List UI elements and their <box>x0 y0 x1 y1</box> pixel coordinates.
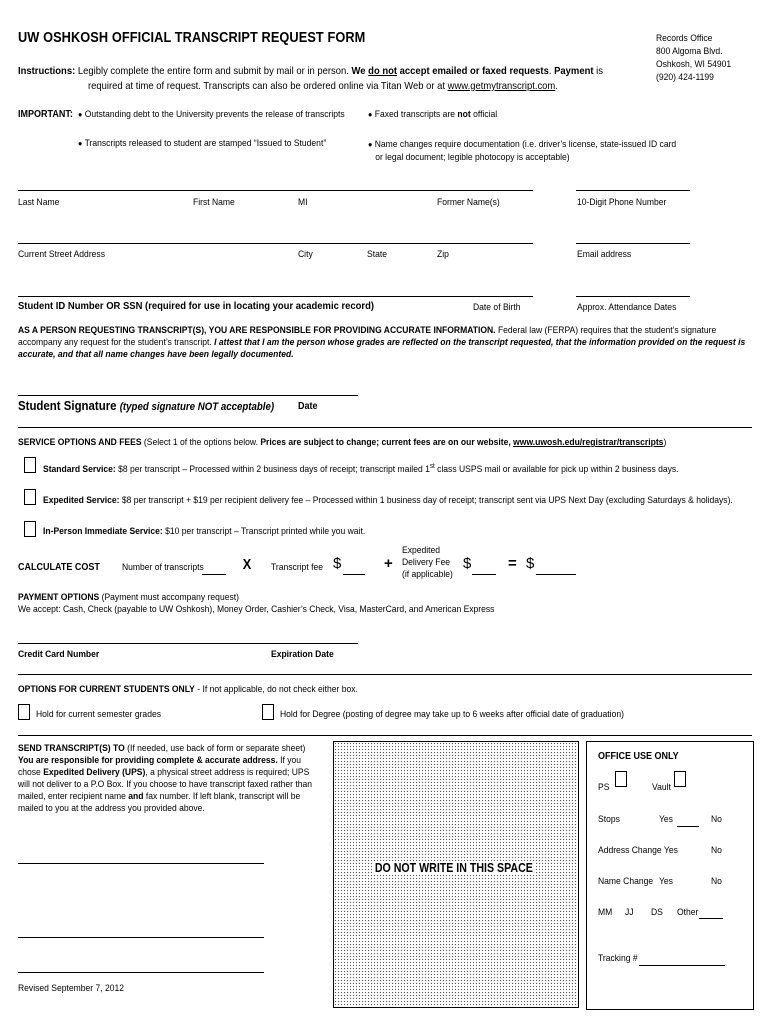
form-title: UW OSHKOSH OFFICIAL TRANSCRIPT REQUEST FORM <box>18 30 366 46</box>
name-line <box>18 190 533 191</box>
office-line: Oshkosh, WI 54901 <box>656 59 732 70</box>
dollar-sign: $ <box>333 555 342 572</box>
do-not-write-label: DO NOT WRITE IN THIS SPACE <box>374 861 533 875</box>
zip-label: Zip <box>437 249 449 260</box>
office-line: Records Office <box>656 33 713 44</box>
important-label: IMPORTANT: <box>18 109 73 120</box>
vault-label: Vault <box>652 782 671 793</box>
hold-semester-checkbox[interactable] <box>18 704 30 720</box>
email-line <box>576 243 690 244</box>
instructions-line2: required at time of request. Transcripts can also be ordered online via Titan Web or at www.getmytranscript.com. <box>88 80 558 92</box>
stops-no: No <box>711 814 722 825</box>
standard-service-option: Standard Service: $8 per transcript – Processed within 2 business days of receipt; transcript mailed 1st class USPS mail or available for pick up within 2 business days. <box>43 463 679 476</box>
vault-checkbox[interactable] <box>674 771 686 787</box>
phone-label: 10-Digit Phone Number <box>577 197 667 208</box>
signature-line <box>18 395 358 396</box>
ps-label: PS <box>598 782 610 793</box>
recipient-address-line[interactable] <box>18 863 264 864</box>
section-divider <box>18 427 752 428</box>
total-cost-input[interactable] <box>536 574 576 575</box>
other-label: Other <box>677 907 699 918</box>
section-divider <box>18 674 752 675</box>
office-use-title: OFFICE USE ONLY <box>598 751 679 762</box>
payment-options: PAYMENT OPTIONS (Payment must accompany request) We accept: Cash, Check (payable to UW Oshkosh), Money Order, Cashier’s Check, Visa, MasterCard, and American Express <box>18 592 495 615</box>
attendance-label: Approx. Attendance Dates <box>577 302 677 313</box>
tracking-label: Tracking # <box>598 953 638 964</box>
in-person-service-option: In-Person Immediate Service: $10 per transcript – Transcript printed while you wait. <box>43 526 366 537</box>
tracking-line[interactable] <box>639 965 725 966</box>
standard-service-checkbox[interactable] <box>24 457 36 473</box>
credit-card-label: Credit Card Number <box>18 649 100 660</box>
expedited-fee-input[interactable] <box>472 574 496 575</box>
responsibility-statement: AS A PERSON REQUESTING TRANSCRIPT(S), YOU ARE RESPONSIBLE FOR PROVIDING ACCURATE INFORMATION. Federal law (FERPA) requires that the student’s signature accompany any request for the student’s transcript. I attest that I am the person whose grades are reflected on the transcript requested, that the information provided on the request is accurate, and that all name changes have been legally documented. <box>18 325 746 360</box>
address-change-no: No <box>711 845 722 856</box>
expedited-fee-label: Expedited Delivery Fee (if applicable) <box>402 545 453 580</box>
recipient-address-line[interactable] <box>18 972 264 973</box>
getmytranscript-link[interactable]: www.getmytranscript.com <box>447 80 556 92</box>
ds-label: DS <box>651 907 663 918</box>
mi-label: MI <box>298 197 308 208</box>
expedited-service-checkbox[interactable] <box>24 489 36 505</box>
signature-date-label: Date <box>298 401 318 412</box>
section-divider <box>18 735 752 736</box>
last-name-label: Last Name <box>18 197 60 208</box>
plus-sign: + <box>384 555 393 572</box>
important-bullet: ● Name changes require documentation (i.e. driver’s license, state-issued ID card or legal document; legible photocopy is acceptable) <box>368 139 677 163</box>
records-office-address <box>656 32 731 84</box>
multiply-sign: X <box>242 556 252 573</box>
expiration-date-label: Expiration Date <box>271 649 334 660</box>
dollar-sign: $ <box>463 555 472 572</box>
jj-label: JJ <box>625 907 634 918</box>
service-heading: SERVICE OPTIONS AND FEES (Select 1 of the options below. Prices are subject to change; current fees are on our website, www.uwosh.edu/registrar/transcripts) <box>18 437 667 448</box>
address-line <box>18 243 533 244</box>
current-students-heading: OPTIONS FOR CURRENT STUDENTS ONLY - If not applicable, do not check either box. <box>18 684 358 695</box>
mm-label: MM <box>598 907 613 918</box>
attendance-line <box>576 296 690 297</box>
student-id-label: Student ID Number OR SSN (required for use in locating your academic record) <box>18 300 375 312</box>
email-label: Email address <box>577 249 632 260</box>
signature-label: Student Signature (typed signature NOT acceptable) <box>18 398 275 413</box>
address-change-label: Address Change Yes <box>598 845 678 856</box>
stops-label: Stops <box>598 814 620 825</box>
hold-semester-label: Hold for current semester grades <box>36 709 161 720</box>
revised-date: Revised September 7, 2012 <box>18 983 125 994</box>
stops-yes-line[interactable] <box>677 826 699 827</box>
state-label: State <box>367 249 387 260</box>
street-label: Current Street Address <box>18 249 105 260</box>
dob-label: Date of Birth <box>473 302 521 313</box>
dollar-sign: $ <box>526 555 535 572</box>
hold-degree-checkbox[interactable] <box>262 704 274 720</box>
registrar-link[interactable]: www.uwosh.edu/registrar/transcripts <box>513 437 664 448</box>
instructions-line1: Instructions: Legibly complete the entire form and submit by mail or in person. We do not accept emailed or faxed requests. Payment is <box>18 65 603 77</box>
transcript-fee-label: Transcript fee <box>271 562 323 573</box>
name-change-label: Name Change <box>598 876 654 887</box>
important-bullet: ● Transcripts released to student are stamped “Issued to Student” <box>78 138 327 149</box>
transcript-fee-input[interactable] <box>343 574 365 575</box>
city-label: City <box>298 249 313 260</box>
name-change-no: No <box>711 876 722 887</box>
hold-degree-label: Hold for Degree (posting of degree may take up to 6 weeks after official date of graduation) <box>280 709 624 720</box>
expedited-service-option: Expedited Service: $8 per transcript + $19 per recipient delivery fee – Processed within 1 business day of receipt; transcript sent via UPS Next Day (excluding Saturdays & holidays). <box>43 495 733 506</box>
number-of-transcripts-input[interactable] <box>202 574 226 575</box>
recipient-address-line[interactable] <box>18 937 264 938</box>
phone-line <box>576 190 690 191</box>
number-of-transcripts-label: Number of transcripts <box>122 562 204 573</box>
in-person-service-checkbox[interactable] <box>24 521 36 537</box>
name-change-yes: Yes <box>659 876 673 887</box>
important-bullet: ● Outstanding debt to the University prevents the release of transcripts <box>78 109 345 120</box>
student-id-line <box>18 296 533 297</box>
former-names-label: Former Name(s) <box>437 197 500 208</box>
ps-checkbox[interactable] <box>615 771 627 787</box>
equals-sign: = <box>508 555 517 572</box>
office-line: 800 Algoma Blvd. <box>656 46 723 57</box>
important-bullet: ● Faxed transcripts are not official <box>368 109 498 120</box>
first-name-label: First Name <box>193 197 235 208</box>
other-line[interactable] <box>699 918 723 919</box>
calculate-cost-label: CALCULATE COST <box>18 562 100 573</box>
stops-yes: Yes <box>659 814 673 825</box>
send-transcripts-instructions: SEND TRANSCRIPT(S) TO (If needed, use back of form or separate sheet) You are responsible for providing complete & accurate address. If you chose Expedited Delivery (UPS), a physical street address is required; UPS will not deliver to a P.O Box. If you choose to have transcript faxed rather than mailed, enter recipient name and fax number. If left blank, transcript will be mailed to you at the address you provided above. <box>18 743 313 814</box>
credit-card-line[interactable] <box>18 643 358 644</box>
office-line: (920) 424-1199 <box>656 72 714 83</box>
